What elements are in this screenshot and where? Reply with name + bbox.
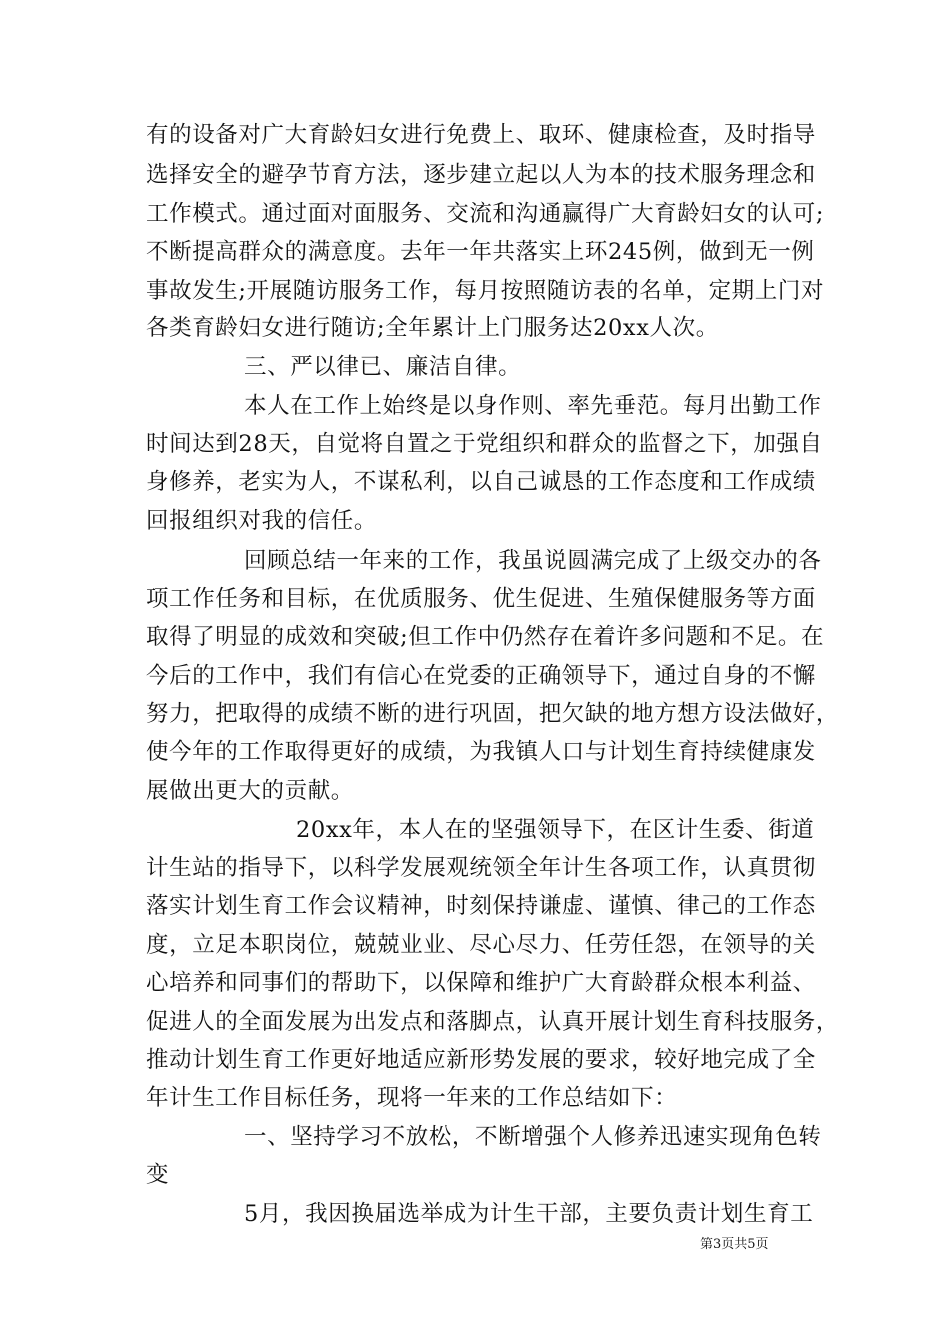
body-line-8: 本人在工作上始终是以身作则、率先垂范。每月出勤工作 <box>244 393 822 419</box>
body-line-10: 身修养，老实为人，不谋私利，以自己诚恳的工作态度和工作成绩 <box>146 469 816 495</box>
body-line-24: 促进人的全面发展为出发点和落脚点，认真开展计划生育科技服务， <box>146 1009 840 1035</box>
body-line-13: 项工作任务和目标，在优质服务、优生促进、生殖保健服务等方面 <box>146 586 816 612</box>
body-line-12: 回顾总结一年来的工作，我虽说圆满完成了上级交办的各 <box>244 548 822 574</box>
body-line-23: 心培养和同事们的帮助下，以保障和维护广大育龄群众根本利益、 <box>146 970 816 996</box>
body-line-9: 时间达到28天，自觉将自置之于党组织和群众的监督之下，加强自 <box>146 431 823 457</box>
body-line-2: 选择安全的避孕节育方法，逐步建立起以人为本的技术服务理念和 <box>146 162 816 188</box>
body-line-18: 展做出更大的贡献。 <box>146 778 354 804</box>
body-line-3: 工作模式。通过面对面服务、交流和沟通赢得广大育龄妇女的认可; <box>146 201 825 227</box>
body-line-29: 5月，我因换届选举成为计生干部，主要负责计划生育工 <box>244 1201 814 1227</box>
body-line-5: 事故发生;开展随访服务工作，每月按照随访表的名单，定期上门对 <box>146 278 825 304</box>
page-number-footer: 第3页共5页 <box>700 1237 769 1252</box>
body-line-15: 今后的工作中，我们有信心在党委的正确领导下，通过自身的不懈 <box>146 663 816 689</box>
body-line-16: 努力，把取得的成绩不断的进行巩固，把欠缺的地方想方设法做好， <box>146 701 840 727</box>
body-line-4: 不断提高群众的满意度。去年一年共落实上环245例，做到无一例 <box>146 239 815 265</box>
body-line-14: 取得了明显的成效和突破;但工作中仍然存在着许多问题和不足。在 <box>146 624 825 650</box>
body-line-6: 各类育龄妇女进行随访;全年累计上门服务达20xx人次。 <box>146 315 719 341</box>
body-line-19: 20xx年，本人在的坚强领导下，在区计生委、街道 <box>296 817 815 843</box>
body-line-26: 年计生工作目标任务，现将一年来的工作总结如下： <box>146 1085 678 1111</box>
section-heading-3: 三、严以律已、廉洁自律。 <box>244 354 522 380</box>
body-line-17: 使今年的工作取得更好的成绩，为我镇人口与计划生育持续健康发 <box>146 739 816 765</box>
body-line-1: 有的设备对广大育龄妇女进行免费上、取环、健康检查，及时指导 <box>146 122 816 148</box>
body-line-22: 度，立足本职岗位，兢兢业业、尽心尽力、任劳任怨，在领导的关 <box>146 932 816 958</box>
body-line-20: 计生站的指导下，以科学发展观统领全年计生各项工作，认真贯彻 <box>146 855 816 881</box>
section-heading-1: 一、坚持学习不放松，不断增强个人修养迅速实现角色转 <box>244 1124 822 1150</box>
section-heading-1-wrap: 变 <box>146 1162 170 1188</box>
body-line-25: 推动计划生育工作更好地适应新形势发展的要求，较好地完成了全 <box>146 1047 816 1073</box>
body-line-11: 回报组织对我的信任。 <box>146 508 378 534</box>
body-line-21: 落实计划生育工作会议精神，时刻保持谦虚、谨慎、律己的工作态 <box>146 893 816 919</box>
